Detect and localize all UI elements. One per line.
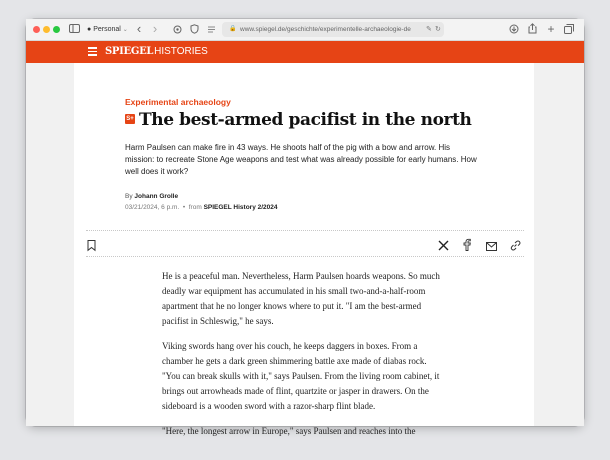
article-body (162, 269, 447, 449)
chevron-right-icon: › (152, 21, 158, 36)
close-window-button[interactable] (33, 26, 40, 33)
minimize-window-button[interactable] (43, 26, 50, 33)
article-title: The best-armed pacifist in the north (139, 110, 472, 130)
byline (125, 193, 178, 200)
share-divider-bottom (86, 256, 524, 257)
x-twitter-icon[interactable] (438, 238, 450, 250)
sidebar-toggle-icon[interactable] (68, 22, 80, 36)
article-paragraph: Viking swords hang over his couch, he keeps daggers in boxes. From a chamber he gets a dark green shimmering battle axe made of diabas rock. "You can break skulls with it," says Paulsen. From the living room cabinet, it brings out arrowheads made of flint, quartzite or jasper in drawers. On the sideboard is a wooden sword with a razor-sharp flint blade. (162, 341, 440, 411)
meta-separator: • (182, 204, 186, 211)
site-logo[interactable] (105, 45, 208, 59)
from-prefix: from (188, 204, 202, 211)
plus-icon: + (547, 22, 555, 36)
brand-section: HISTORIES (154, 46, 208, 57)
profile-label: Personal (93, 26, 121, 33)
chevron-down-icon: ⌄ (122, 27, 128, 33)
facebook-icon[interactable] (463, 238, 475, 250)
person-icon: ● (87, 26, 92, 33)
bookmark-icon[interactable] (87, 238, 99, 250)
article (74, 63, 534, 436)
profile-selector[interactable] (84, 23, 131, 36)
site-navbar (26, 41, 584, 63)
email-icon[interactable] (486, 238, 498, 250)
shield-icon[interactable] (189, 22, 199, 36)
new-tab-button[interactable] (545, 22, 557, 36)
article-meta (125, 204, 278, 211)
translate-icon[interactable]: ✎ (426, 26, 432, 33)
forward-button[interactable] (150, 22, 160, 36)
lock-icon: 🔒 (229, 26, 237, 32)
reload-icon[interactable]: ↻ (435, 26, 441, 33)
zoom-window-button[interactable] (53, 26, 60, 33)
spiegel-plus-badge: S+ (126, 115, 134, 122)
brand-logo: SPIEGEL (105, 46, 154, 57)
article-lead: Harm Paulsen can make fire in 43 ways. He shoots half of the pig with a bow and arrow. His mission: to recreate Stone Age weapons and test what was already possible for early humans. How well does it work? (125, 143, 477, 176)
reader-icon[interactable] (206, 22, 216, 36)
chevron-left-icon: ‹ (136, 21, 142, 36)
page-gutter-left (26, 63, 74, 426)
article-kicker[interactable]: Experimental archaeology (125, 97, 231, 107)
tab-overview-button[interactable] (563, 22, 575, 36)
author-link[interactable]: Johann Grolle (134, 193, 179, 200)
article-paragraph: "Here, the longest arrow in Europe," says Paulsen and reaches into the (162, 426, 416, 436)
browser-toolbar (26, 19, 584, 41)
back-button[interactable] (134, 22, 144, 36)
extension-icon[interactable] (172, 22, 182, 36)
by-prefix: By (125, 193, 133, 200)
link-icon[interactable] (510, 238, 522, 250)
address-bar[interactable] (222, 22, 444, 37)
article-title-row (125, 110, 471, 132)
source-link[interactable]: SPIEGEL History 2/2024 (203, 204, 278, 211)
downloads-button[interactable] (508, 22, 520, 36)
publish-date: 03/21/2024, 6 p.m. (125, 204, 180, 211)
browser-window (26, 19, 584, 436)
url-text: www.spiegel.de/geschichte/experimentelle-archaeologie-de (240, 26, 411, 33)
menu-icon[interactable] (88, 47, 97, 56)
share-button[interactable] (526, 22, 538, 36)
share-divider-top (86, 230, 524, 231)
page-gutter-right (534, 63, 584, 426)
article-paragraph: He is a peaceful man. Nevertheless, Harm Paulsen hoards weapons. So much deadly war equipment has accumulated in his small two-and-a-half-room apartment that he no longer knows where to put it. "I am the best-armed pacifist in Schleswig," he says. (162, 271, 440, 326)
